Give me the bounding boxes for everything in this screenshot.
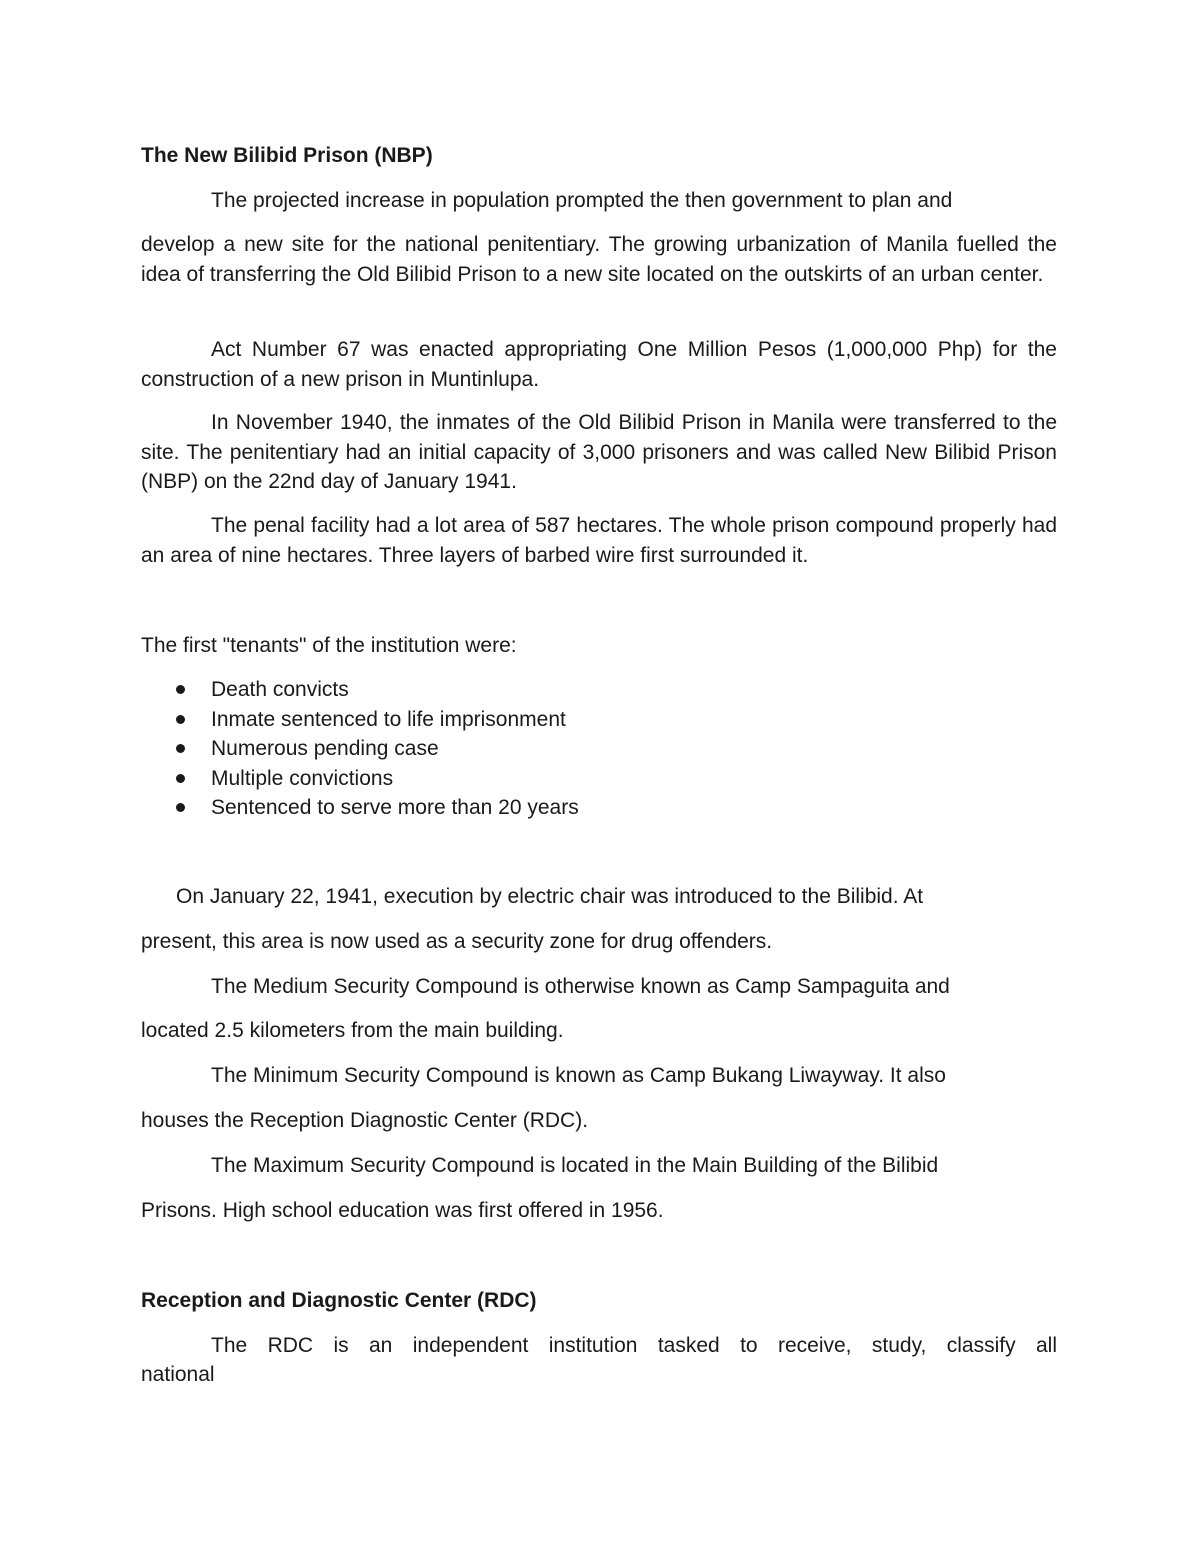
paragraph-minimum-security-line2: houses the Reception Diagnostic Center (RDC). [141,1109,589,1132]
bullet-icon [176,685,185,694]
paragraph-electric-chair-line2: present, this area is now used as a security zone for drug offenders. [141,930,773,953]
paragraph-penal-facility: The penal facility had a lot area of 587 hectares. The whole prison compound properly had an area of nine hectares. Three layers of barbed wire first surrounded it. [141,514,1057,567]
list-item [141,793,579,823]
bullet-icon [176,774,185,783]
paragraph-maximum-security-line1-text: The Maximum Security Compound is located in the Main Building of the Bilibid [211,1154,939,1177]
paragraph-november-1940: In November 1940, the inmates of the Old Bilibid Prison in Manila were transferred to the site. The penitentiary had an initial capacity of 3,000 prisoners and was called New Bilibid Prison (NBP) on the 22nd day of January 1941. [141,411,1057,493]
list-item [141,764,579,794]
list-item-text: Death convicts [211,678,349,701]
paragraph-electric-chair-line1: On January 22, 1941, execution by electric chair was introduced to the Bilibid. At [176,885,924,908]
list-item-text: Multiple convictions [211,766,394,790]
list-item [141,675,579,705]
tenants-list [141,675,579,823]
paragraph-medium-security-line1-text: The Medium Security Compound is otherwise known as Camp Sampaguita and [211,975,950,998]
list-item-text: Numerous pending case [211,737,439,760]
paragraph-rdc-line1 [141,1331,1057,1361]
list-item [141,705,579,735]
paragraph-minimum-security-line1-text: The Minimum Security Compound is known as Camp Bukang Liwayway. It also [211,1064,946,1087]
bullet-icon [176,803,185,812]
list-item-text: Inmate sentenced to life imprisonment [211,707,566,731]
list-item [141,734,579,764]
heading-nbp: The New Bilibid Prison (NBP) [141,144,433,167]
paragraph-medium-security-line2: located 2.5 kilometers from the main building. [141,1019,564,1042]
paragraph-act-67: Act Number 67 was enacted appropriating One Million Pesos (1,000,000 Php) for the construction of a new prison in Muntinlupa. [141,338,1057,391]
paragraph-population-first-line [141,186,952,216]
paragraph-population-rest: develop a new site for the national penitentiary. The growing urbanization of Manila fuelled the idea of transferring the Old Bilibid Prison to a new site located on the outskirts of an urban center. [141,233,1057,286]
paragraph-population-first-line-text: The projected increase in population prompted the then government to plan and [211,189,953,212]
paragraph-medium-security-line1 [141,972,950,1002]
bullet-icon [176,744,185,753]
heading-rdc: Reception and Diagnostic Center (RDC) [141,1289,537,1312]
tenants-intro: The first "tenants" of the institution were: [141,634,517,657]
bullet-icon [176,715,185,724]
paragraph-minimum-security-line1 [141,1061,946,1091]
paragraph-maximum-security-line2: Prisons. High school education was first offered in 1956. [141,1199,664,1222]
paragraph-rdc-line2: national [141,1363,215,1386]
list-item-text: Sentenced to serve more than 20 years [211,796,579,819]
paragraph-maximum-security-line1 [141,1151,938,1181]
paragraph-rdc-line1-text: The RDC is an independent institution tasked to receive, study, classify all [211,1334,1057,1357]
